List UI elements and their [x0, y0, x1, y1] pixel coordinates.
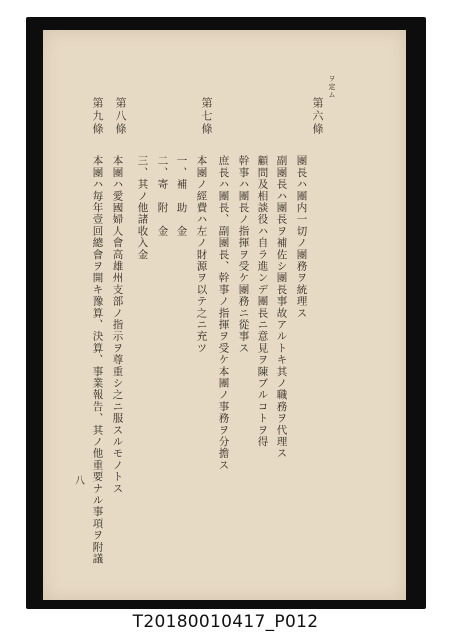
list-item: 一、補 助 金	[175, 155, 188, 237]
article-heading: 第六條	[311, 97, 324, 136]
text-column: 副團長ハ團長ヲ補佐シ團長事故アルトキ其ノ職務ヲ代理ス	[275, 155, 288, 460]
list-item: 三、其ノ他諸收入金	[136, 155, 149, 261]
article-heading: 第七條	[200, 97, 213, 136]
text-column: 本團ノ經費ハ左ノ財源ヲ以テ之ニ充ツ	[195, 155, 208, 354]
text-column: 幹事ハ團長ノ指揮ヲ受ケ團務ニ從事ス	[237, 155, 250, 354]
text-column: 庶長ハ團長、副團長、幹事ノ指揮ヲ受ケ本團ノ事務ヲ分擔ス	[217, 155, 230, 471]
article-heading: 第九條	[91, 97, 104, 136]
image-caption: T20180010417_P012	[132, 612, 319, 632]
text-column: 團長ハ團内一切ノ團務ヲ統理ス	[295, 155, 308, 319]
text-column: 顧問及相談役ハ自ラ進ンデ團長ニ意見ヲ陳ブルコトヲ得	[256, 155, 269, 448]
article-heading: 第八條	[114, 97, 127, 136]
text-column: ヲ定ム	[328, 75, 336, 99]
list-item: 二、寄 附 金	[156, 155, 169, 237]
page-number: 八	[75, 476, 85, 487]
text-column: 本團ハ愛國婦人會高雄州支部ノ指示ヲ尊重シ之ニ服スルモノトス	[111, 155, 124, 495]
text-column: 本團ハ毎年壹回總會ヲ開キ豫算、決算、事業報告、其ノ他重要ナル事項ヲ附議	[91, 155, 104, 565]
